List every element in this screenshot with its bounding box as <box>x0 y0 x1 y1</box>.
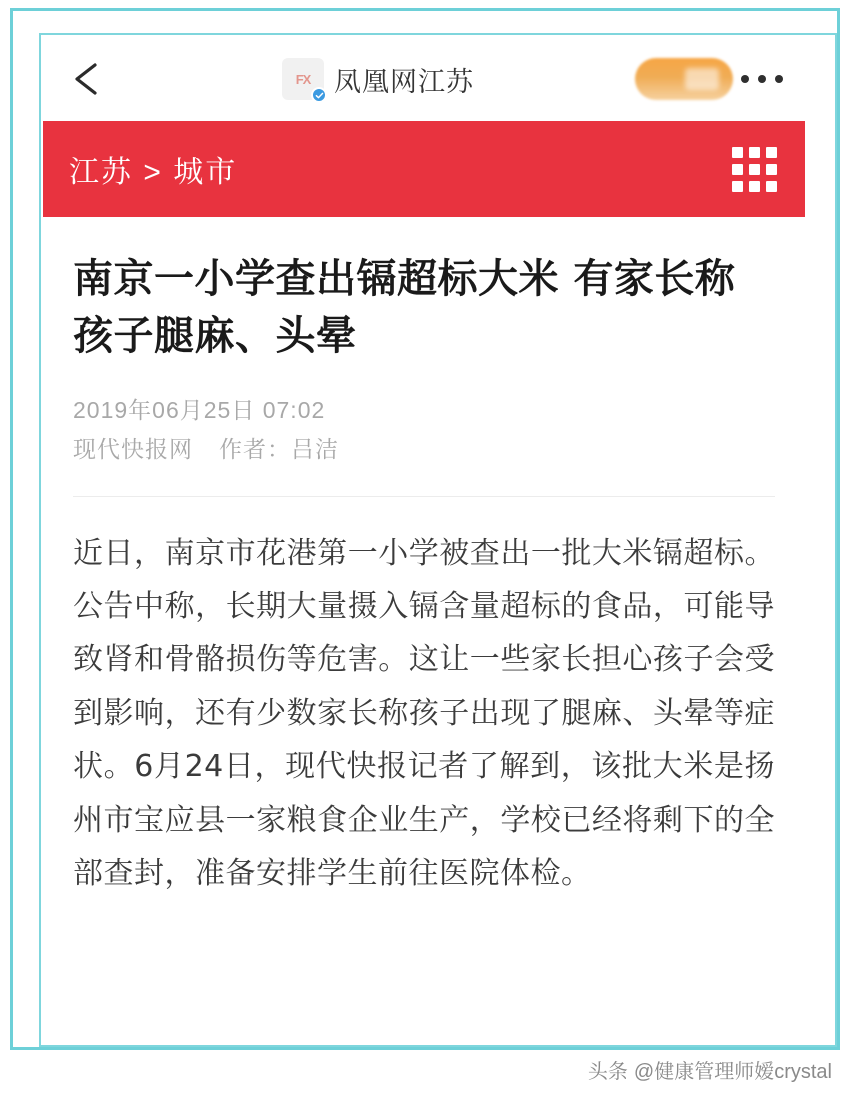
article-body-container <box>43 217 805 900</box>
watermark-platform: 头条 <box>587 1061 628 1083</box>
article-page <box>43 37 805 1043</box>
verified-badge-icon <box>311 87 327 103</box>
account-name: 凤凰网江苏 <box>334 66 474 97</box>
watermark-text: @健康管理师嫒crystal <box>633 1061 832 1083</box>
article-datetime: 2019年06月25日 07:02 <box>73 396 326 423</box>
article-author: 吕洁 <box>291 436 339 463</box>
back-arrow-icon[interactable] <box>65 56 111 102</box>
account-header[interactable] <box>121 58 635 100</box>
grid-menu-icon[interactable] <box>732 147 777 192</box>
page-title: 南京一小学查出镉超标大米 有家长称孩子腿麻、头晕 <box>73 256 736 359</box>
breadcrumb[interactable]: 江苏 > 城市 <box>69 156 238 189</box>
wechat-top-bar <box>43 37 805 121</box>
avatar <box>282 58 324 100</box>
article-author-label: 作者： <box>219 436 291 463</box>
article-paragraph: 近日，南京市花港第一小学被查出一批大米镉超标。公告中称，长期大量摄入镉含量超标的食品，可能导致肾和骨骼损伤等危害。这让一些家长担心孩子会受到影响，还有少数家长称孩子出现了腿麻、头晕等症状。6月24日，现代快报记者了解到，该批大米是扬州市宝应县一家粮食企业生产，学校已经将剩下的全部查封，准备安排学生前往医院体检。 <box>73 535 775 892</box>
category-bar <box>43 121 805 217</box>
article-source: 现代快报网 <box>73 436 193 463</box>
more-options-icon[interactable] <box>741 75 783 83</box>
follow-badge-blurred[interactable] <box>635 58 733 100</box>
avatar-label: FX <box>295 71 311 87</box>
watermark <box>588 1055 832 1084</box>
meta-divider <box>73 496 775 497</box>
inner-frame-border <box>39 33 837 1047</box>
outer-frame-border <box>10 8 840 1050</box>
article-meta <box>73 391 775 470</box>
